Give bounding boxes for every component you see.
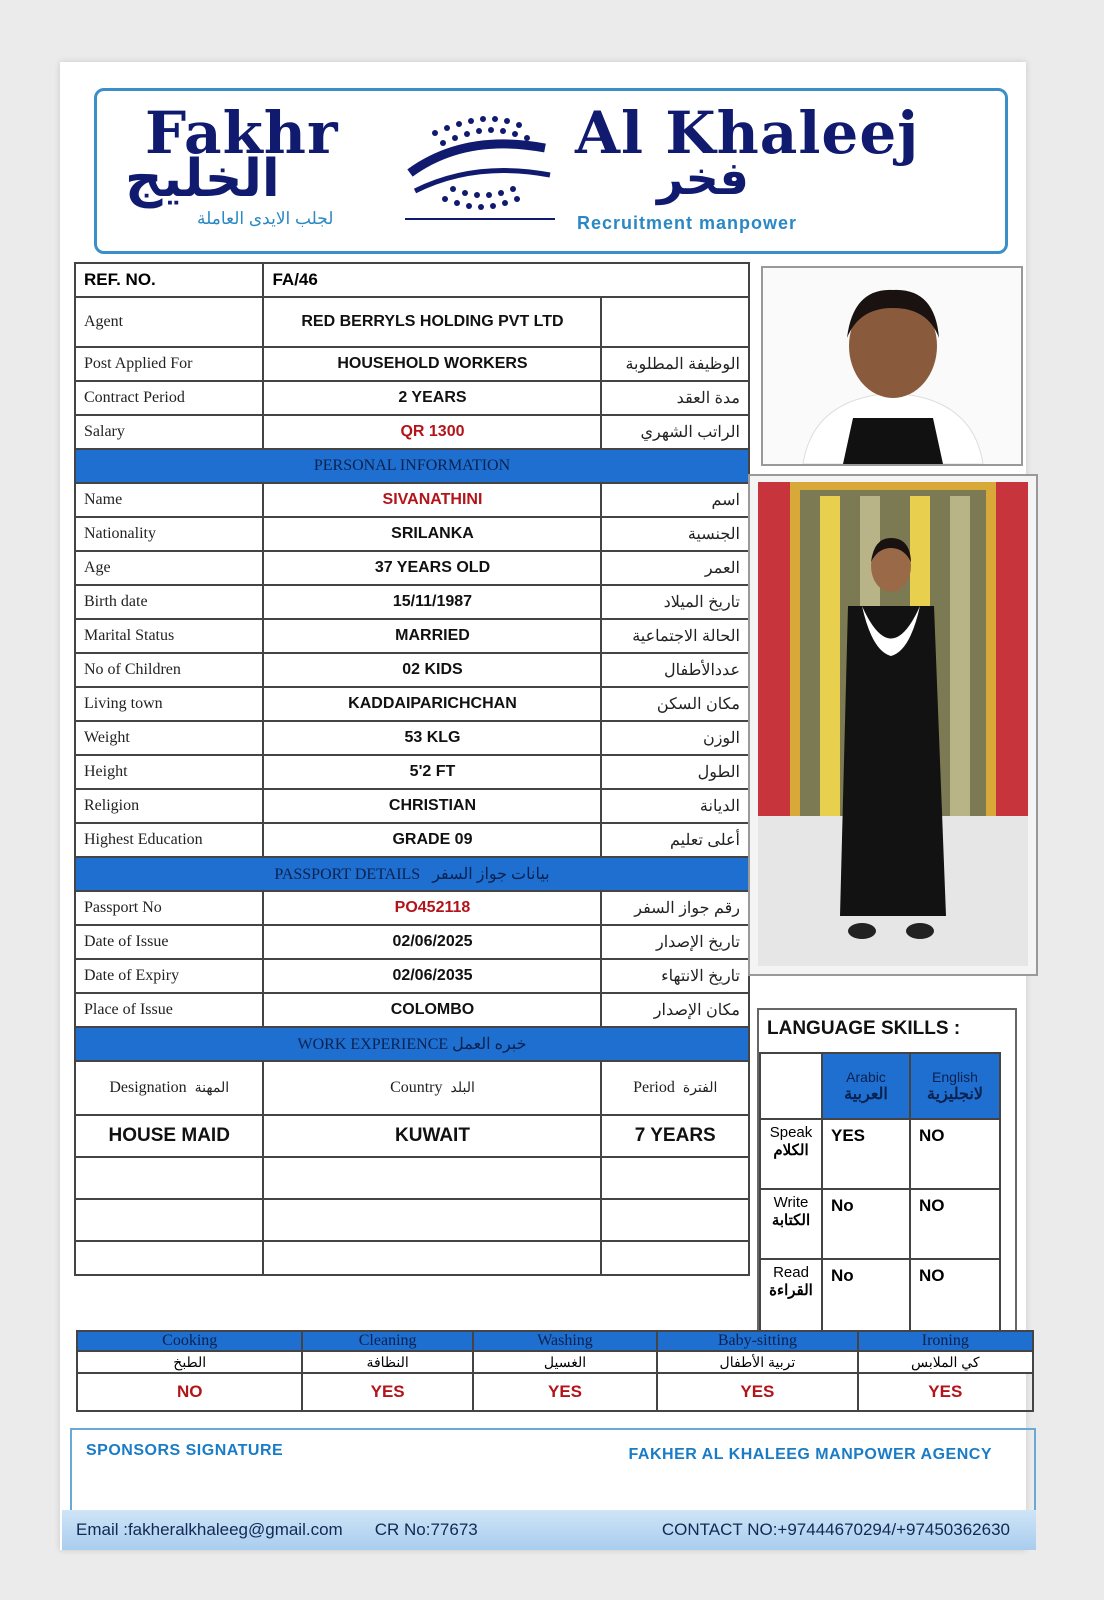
lang-value: No — [822, 1259, 910, 1331]
empty-cell — [263, 1157, 601, 1199]
table-row-ar: العمر — [601, 551, 749, 585]
table-row-ar: الحالة الاجتماعية — [601, 619, 749, 653]
lang-row-ar: الكتابة — [771, 1212, 811, 1229]
work-band-en: WORK EXPERIENCE — [297, 1036, 449, 1053]
lang-value: YES — [822, 1119, 910, 1189]
work-header-period — [601, 1061, 749, 1115]
tagline-ar: لجلب الايدى العاملة — [197, 209, 334, 228]
skill-header-ar: الغسيل — [473, 1351, 657, 1373]
brand-name-en-right: Al Khaleej — [575, 99, 920, 167]
table-row-label: Name — [75, 483, 263, 517]
table-row-ar: تاريخ الانتهاء — [601, 959, 749, 993]
passport-photo — [761, 266, 1023, 466]
skill-value: YES — [657, 1373, 857, 1411]
table-row-value: 15/11/1987 — [263, 585, 601, 619]
table-row-value: 37 YEARS OLD — [263, 551, 601, 585]
salary-ar: الراتب الشهري — [601, 415, 749, 449]
table-row-value: SRILANKA — [263, 517, 601, 551]
lang-col-ar: العربية — [844, 1086, 888, 1103]
table-row-value: 02/06/2035 — [263, 959, 601, 993]
table-row-label: Birth date — [75, 585, 263, 619]
footer-email: Email :fakheralkhaleeg@gmail.com — [76, 1520, 343, 1539]
header-ar: الفترة — [682, 1081, 718, 1096]
skill-header-ar: تربية الأطفال — [657, 1351, 857, 1373]
empty-cell — [75, 1241, 263, 1275]
footer-cr: CR No:77673 — [374, 1520, 478, 1539]
post-label: Post Applied For — [75, 347, 263, 381]
lang-col-english — [910, 1053, 1000, 1119]
skill-value: YES — [302, 1373, 472, 1411]
header-ar: المهنة — [194, 1081, 230, 1096]
brand-name-en-left: Fakhr — [145, 99, 339, 167]
table-row-ar: أعلى تعليم — [601, 823, 749, 857]
contact-footer — [62, 1510, 1036, 1550]
table-row-label: Religion — [75, 789, 263, 823]
table-row-ar: تاريخ الإصدار — [601, 925, 749, 959]
work-header-designation — [75, 1061, 263, 1115]
lang-col-en: English — [932, 1069, 978, 1085]
ref-label: REF. NO. — [75, 263, 263, 297]
ref-value: FA/46 — [263, 263, 749, 297]
table-row-value: 02/06/2025 — [263, 925, 601, 959]
table-row-label: Date of Issue — [75, 925, 263, 959]
table-row-value: CHRISTIAN — [263, 789, 601, 823]
empty-cell — [75, 1157, 263, 1199]
work-country: KUWAIT — [263, 1115, 601, 1157]
empty-cell — [601, 1241, 749, 1275]
lang-row-read — [760, 1259, 822, 1331]
skill-header-ar: الطبخ — [77, 1351, 302, 1373]
table-row-label: Height — [75, 755, 263, 789]
post-value: HOUSEHOLD WORKERS — [263, 347, 601, 381]
empty-cell — [760, 1053, 822, 1119]
post-ar: الوظيفة المطلوبة — [601, 347, 749, 381]
table-row-ar: مكان الإصدار — [601, 993, 749, 1027]
table-row-label: Age — [75, 551, 263, 585]
lang-value: NO — [910, 1119, 1000, 1189]
salary-value: QR 1300 — [263, 415, 601, 449]
brand-name-ar-left: الخليج — [125, 149, 280, 209]
header-en: Period — [633, 1079, 675, 1096]
table-row-ar: اسم — [601, 483, 749, 517]
passport-no-value: PO452118 — [263, 891, 601, 925]
brand-name-ar-right: فخر — [657, 151, 749, 205]
skill-header: Washing — [473, 1331, 657, 1351]
table-row-value: MARRIED — [263, 619, 601, 653]
lang-value: NO — [910, 1259, 1000, 1331]
table-row-label: Weight — [75, 721, 263, 755]
header-en: Designation — [109, 1079, 187, 1096]
table-row-label: Place of Issue — [75, 993, 263, 1027]
agency-name-label: FAKHER AL KHALEEG MANPOWER AGENCY — [628, 1446, 992, 1463]
contract-label: Contract Period — [75, 381, 263, 415]
skill-header: Cleaning — [302, 1331, 472, 1351]
table-row-value: 02 KIDS — [263, 653, 601, 687]
lang-row-ar: القراءة — [769, 1282, 813, 1299]
lang-col-arabic — [822, 1053, 910, 1119]
household-skills-table — [76, 1330, 1034, 1412]
portrait-image-icon — [763, 268, 1021, 464]
tagline-en: Recruitment manpower — [577, 213, 798, 233]
agent-ar — [601, 297, 749, 347]
skill-value: NO — [77, 1373, 302, 1411]
work-period: 7 YEARS — [601, 1115, 749, 1157]
header-banner — [94, 88, 1008, 254]
work-band — [75, 1027, 749, 1061]
table-row-ar: الطول — [601, 755, 749, 789]
contract-ar: مدة العقد — [601, 381, 749, 415]
empty-cell — [601, 1199, 749, 1241]
lang-value: No — [822, 1189, 910, 1259]
work-header-country — [263, 1061, 601, 1115]
language-skills-panel — [757, 1008, 1017, 1342]
table-row-label: Nationality — [75, 517, 263, 551]
personal-info-band: PERSONAL INFORMATION — [75, 449, 749, 483]
agent-value: RED BERRYLS HOLDING PVT LTD — [263, 297, 601, 347]
agent-label: Agent — [75, 297, 263, 347]
table-row-label: Marital Status — [75, 619, 263, 653]
empty-cell — [75, 1199, 263, 1241]
salary-label: Salary — [75, 415, 263, 449]
lang-col-ar: لانجليزية — [927, 1086, 983, 1103]
language-skills-title: LANGUAGE SKILLS : — [767, 1018, 961, 1039]
lang-row-ar: الكلام — [773, 1142, 809, 1159]
table-row-value: 53 KLG — [263, 721, 601, 755]
passport-band-en: PASSPORT DETAILS — [274, 866, 421, 883]
empty-cell — [601, 1157, 749, 1199]
signature-area — [70, 1428, 1036, 1522]
work-band-ar: خبره العمل — [452, 1036, 527, 1053]
header-ar: البلد — [450, 1081, 475, 1096]
name-value: SIVANATHINI — [263, 483, 601, 517]
language-skills-table — [759, 1052, 1001, 1332]
table-row-ar: رقم جواز السفر — [601, 891, 749, 925]
passport-band — [75, 857, 749, 891]
company-logo-icon — [405, 103, 555, 221]
skill-header: Baby-sitting — [657, 1331, 857, 1351]
table-row-label: Highest Education — [75, 823, 263, 857]
skill-header-ar: كي الملابس — [858, 1351, 1033, 1373]
table-row-ar: الديانة — [601, 789, 749, 823]
table-row-value: COLOMBO — [263, 993, 601, 1027]
table-row-label: No of Children — [75, 653, 263, 687]
lang-row-write — [760, 1189, 822, 1259]
table-row-value: KADDAIPARICHCHAN — [263, 687, 601, 721]
contract-value: 2 YEARS — [263, 381, 601, 415]
table-row-ar: عددالأطفال — [601, 653, 749, 687]
passport-band-ar: بيانات جواز السفر — [432, 866, 550, 883]
lang-row-en: Speak — [769, 1124, 813, 1141]
table-row-value: GRADE 09 — [263, 823, 601, 857]
skill-header-ar: النظافة — [302, 1351, 472, 1373]
sponsor-signature-label: SPONSORS SIGNATURE — [86, 1442, 284, 1459]
lang-value: NO — [910, 1189, 1000, 1259]
lang-row-en: Write — [773, 1194, 809, 1211]
full-body-image-icon — [750, 476, 1036, 974]
table-row-label: Passport No — [75, 891, 263, 925]
lang-row-speak — [760, 1119, 822, 1189]
header-en: Country — [390, 1079, 443, 1096]
table-row-label: Date of Expiry — [75, 959, 263, 993]
skill-header: Cooking — [77, 1331, 302, 1351]
table-row-ar: الجنسية — [601, 517, 749, 551]
table-row-label: Living town — [75, 687, 263, 721]
lang-col-en: Arabic — [846, 1069, 886, 1085]
footer-contact: CONTACT NO:+97444670294/+97450362630 — [661, 1520, 1010, 1539]
empty-cell — [263, 1241, 601, 1275]
table-row-value: 5'2 FT — [263, 755, 601, 789]
skill-value: YES — [858, 1373, 1033, 1411]
skill-value: YES — [473, 1373, 657, 1411]
table-row-ar: تاريخ الميلاد — [601, 585, 749, 619]
table-row-ar: الوزن — [601, 721, 749, 755]
table-row-ar: مكان السكن — [601, 687, 749, 721]
work-designation: HOUSE MAID — [75, 1115, 263, 1157]
main-info-table — [74, 262, 750, 1276]
full-body-photo — [748, 474, 1038, 976]
skill-header: Ironing — [858, 1331, 1033, 1351]
lang-row-en: Read — [773, 1264, 809, 1281]
empty-cell — [263, 1199, 601, 1241]
